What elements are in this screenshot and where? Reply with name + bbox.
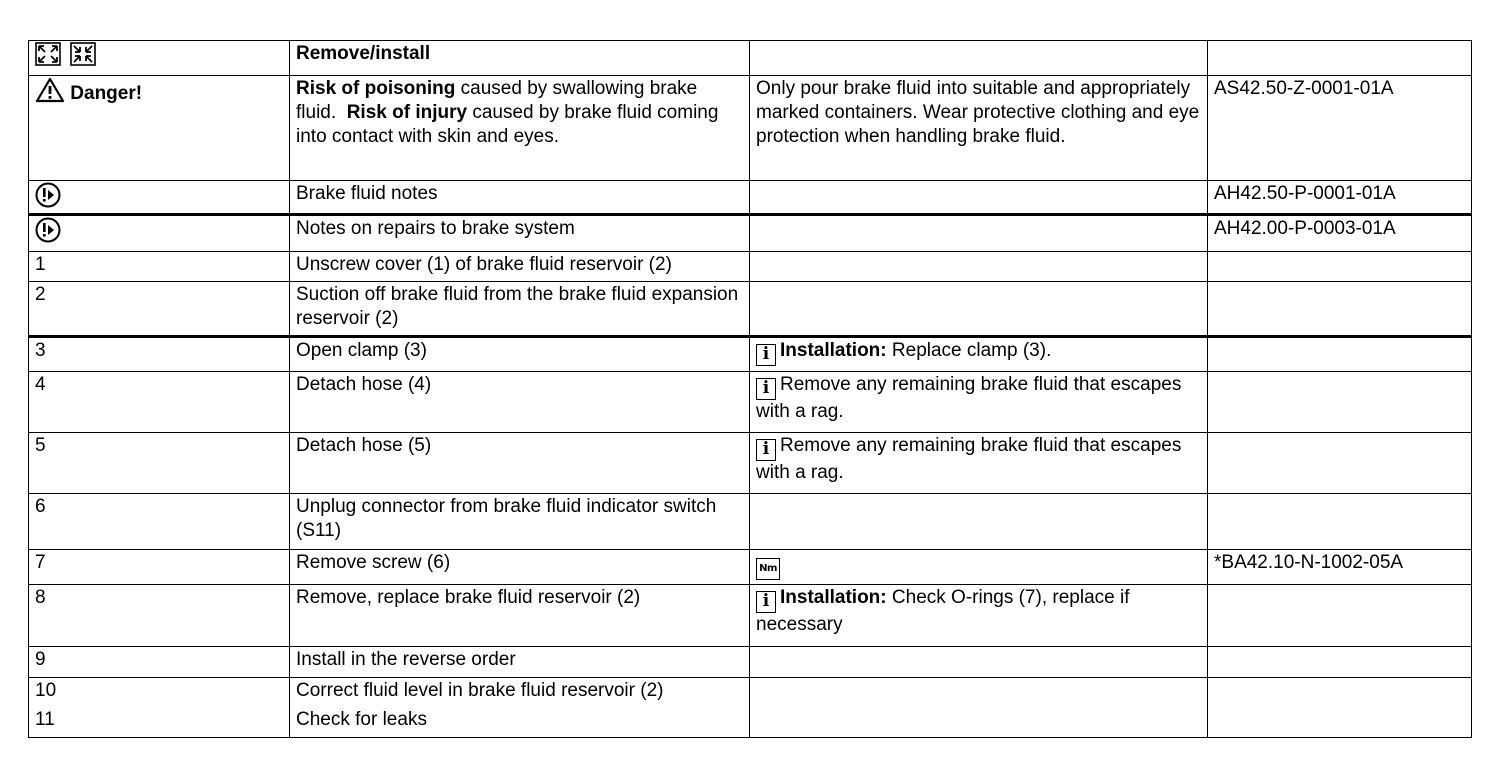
step-number: 10 — [35, 680, 57, 701]
danger-label-cell — [29, 76, 290, 181]
step-note-cell — [750, 678, 1208, 738]
step-text: Unscrew cover (1) of brake fluid reservoir (2) — [290, 252, 750, 282]
step-ref — [1208, 433, 1472, 494]
note-icon — [35, 182, 61, 208]
header-empty-cell — [1208, 41, 1472, 76]
step-note: Remove any remaining brake fluid that escapes with a rag. — [756, 374, 1182, 422]
step-number: 1 — [29, 252, 290, 282]
torque-nm-icon: Nm — [756, 558, 780, 580]
step-note-cell — [750, 494, 1208, 550]
step-row — [29, 252, 1472, 282]
risk-poisoning-text: caused by swallowing brake fluid. — [296, 78, 698, 123]
step-note: Remove any remaining brake fluid that escapes with a rag. — [756, 435, 1182, 483]
danger-ref: AS42.50-Z-0001-01A — [1208, 76, 1472, 181]
step-row — [29, 433, 1472, 494]
step-ref — [1208, 494, 1472, 550]
step-note: Check O-rings (7), replace if necessary — [756, 587, 1130, 635]
step-number: 8 — [29, 585, 290, 647]
step-note-cell — [750, 647, 1208, 678]
step-number: 3 — [29, 337, 290, 372]
step-note-cell — [750, 337, 1208, 372]
step-number: 11 — [35, 709, 55, 730]
step-row — [29, 494, 1472, 550]
info-icon: i — [756, 591, 776, 613]
step-note: Replace clamp (3). — [886, 340, 1052, 361]
note-row — [29, 181, 1472, 215]
step-text: Unplug connector from brake fluid indicator switch (S11) — [290, 494, 750, 550]
warning-triangle-icon — [35, 77, 65, 103]
note-empty-cell — [750, 215, 1208, 252]
note-empty-cell — [750, 181, 1208, 215]
danger-row — [29, 76, 1472, 181]
note-icon-cell — [29, 215, 290, 252]
step-text: Remove screw (6) — [290, 550, 750, 585]
note-icon — [35, 217, 61, 243]
installation-label: Installation: — [780, 587, 887, 608]
danger-risk-cell — [290, 76, 750, 181]
step-note-cell — [750, 433, 1208, 494]
step-ref — [1208, 372, 1472, 433]
step-text: Suction off brake fluid from the brake fluid expansion reservoir (2) — [290, 282, 750, 337]
step-note-cell — [750, 372, 1208, 433]
info-icon: i — [756, 378, 776, 400]
step-row — [29, 337, 1472, 372]
step-text: Install in the reverse order — [290, 647, 750, 678]
step-number-cell — [29, 678, 290, 738]
header-title: Remove/install — [290, 41, 750, 76]
remove-icon — [35, 42, 61, 66]
step-number: 9 — [29, 647, 290, 678]
step-number: 6 — [29, 494, 290, 550]
step-text: Correct fluid level in brake fluid reservoir (2) — [296, 680, 664, 701]
step-note-cell — [750, 252, 1208, 282]
info-icon: i — [756, 344, 776, 366]
step-row — [29, 550, 1472, 585]
step-row — [29, 585, 1472, 647]
step-text: Detach hose (5) — [290, 433, 750, 494]
step-note-cell — [750, 550, 1208, 585]
step-row — [29, 678, 1472, 738]
danger-measure-cell: Only pour brake fluid into suitable and appropriately marked containers. Wear protective clothing and eye protection when handling brake fluid. — [750, 76, 1208, 181]
step-ref-cell — [1208, 678, 1472, 738]
step-number: 4 — [29, 372, 290, 433]
step-number: 2 — [29, 282, 290, 337]
step-ref — [1208, 282, 1472, 337]
step-ref — [1208, 647, 1472, 678]
step-text: Check for leaks — [296, 709, 427, 730]
step-ref: *BA42.10-N-1002-05A — [1208, 550, 1472, 585]
danger-label: Danger! — [70, 83, 143, 104]
note-row — [29, 215, 1472, 252]
step-note-cell — [750, 282, 1208, 337]
install-icon — [70, 42, 96, 66]
header-empty-cell — [750, 41, 1208, 76]
header-icons-cell — [29, 41, 290, 76]
step-ref — [1208, 585, 1472, 647]
risk-poisoning: Risk of poisoning — [296, 78, 456, 99]
risk-injury: Risk of injury — [346, 102, 468, 123]
step-text: Remove, replace brake fluid reservoir (2) — [290, 585, 750, 647]
step-text: Open clamp (3) — [290, 337, 750, 372]
info-icon: i — [756, 439, 776, 461]
note-ref: AH42.00-P-0003-01A — [1208, 215, 1472, 252]
step-number: 5 — [29, 433, 290, 494]
note-icon-cell — [29, 181, 290, 215]
note-text: Brake fluid notes — [290, 181, 750, 215]
risk-injury-text: caused by brake fluid coming into contact with skin and eyes. — [296, 102, 719, 147]
step-note-cell — [750, 585, 1208, 647]
header-row — [29, 41, 1472, 76]
step-ref — [1208, 337, 1472, 372]
note-ref: AH42.50-P-0001-01A — [1208, 181, 1472, 215]
installation-label: Installation: — [780, 340, 887, 361]
step-row — [29, 372, 1472, 433]
step-text: Detach hose (4) — [290, 372, 750, 433]
step-row — [29, 647, 1472, 678]
step-row — [29, 282, 1472, 337]
step-text-cell — [290, 678, 750, 738]
step-number: 7 — [29, 550, 290, 585]
step-ref — [1208, 252, 1472, 282]
note-text: Notes on repairs to brake system — [290, 215, 750, 252]
procedure-table — [28, 40, 1472, 738]
